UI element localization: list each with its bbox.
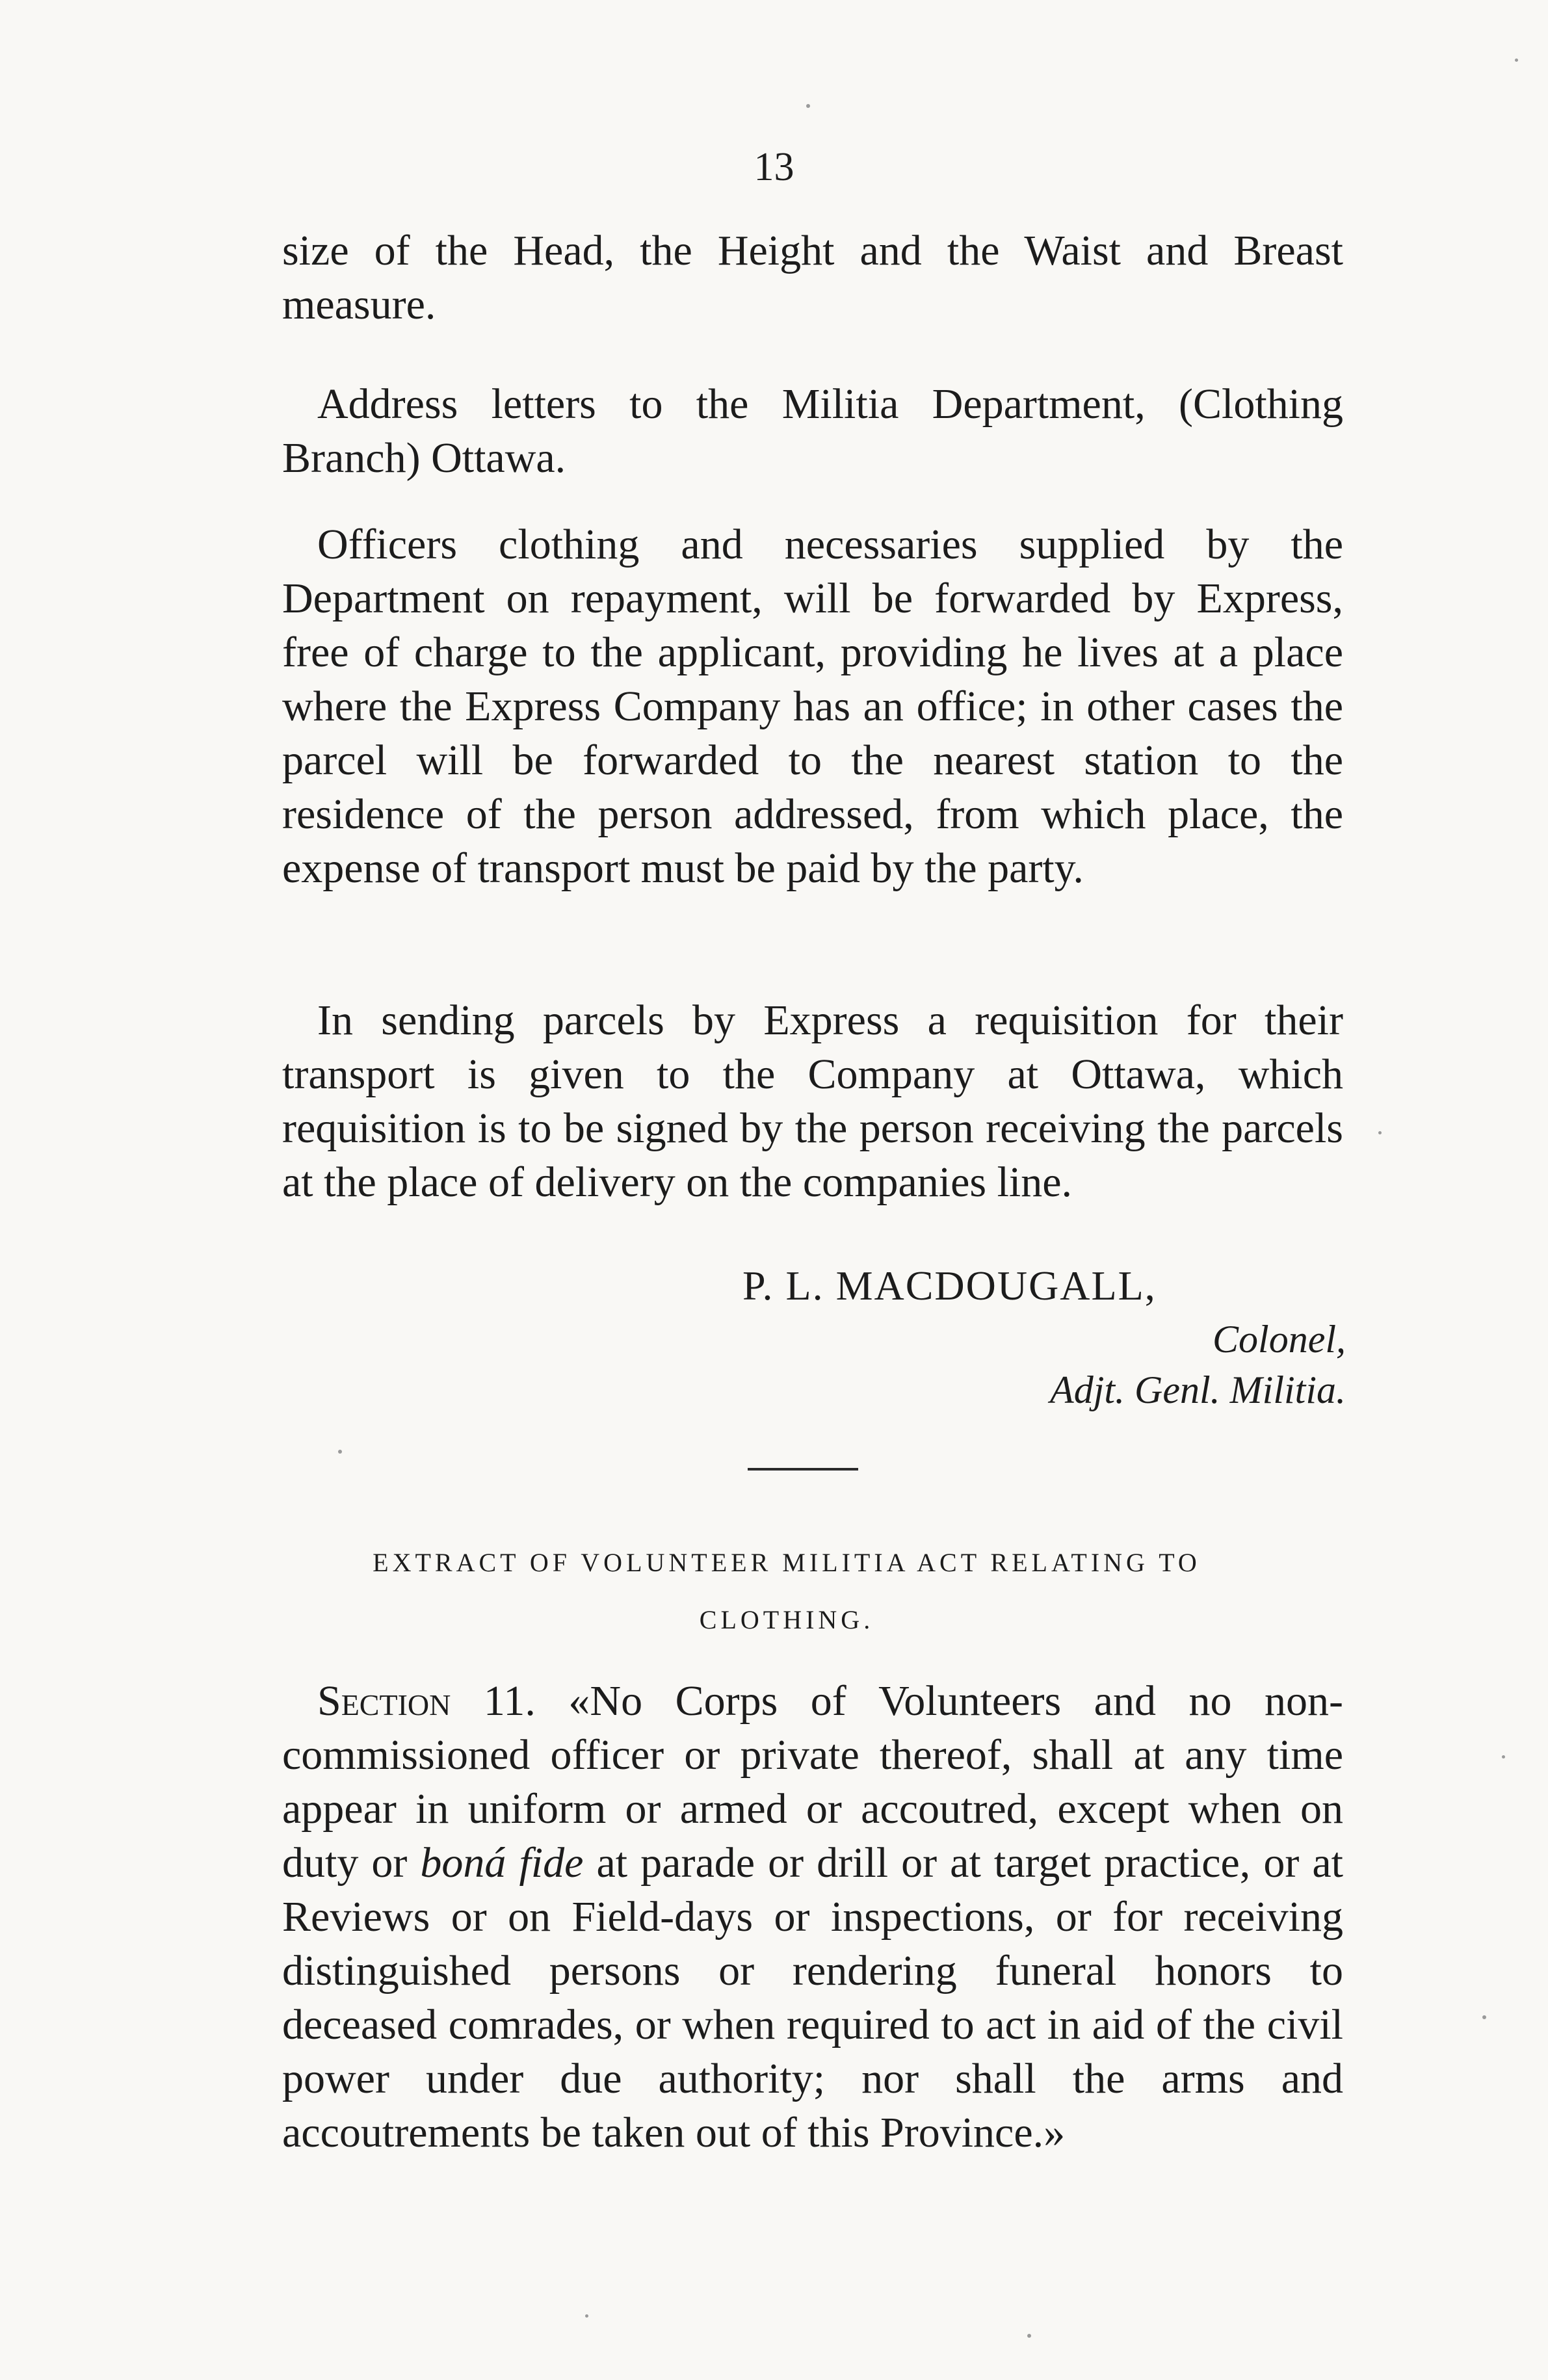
signature-name: P. L. MACDOUGALL, bbox=[742, 1262, 1157, 1309]
scan-speck bbox=[585, 2314, 588, 2318]
paragraph-text: In sending parcels by Express a requisition for their transport is given to the Company at Ottawa, which requisition is to be signed by the person receiving the parcels at the place of delivery on the companies line. bbox=[282, 997, 1343, 1206]
scan-speck bbox=[1378, 1131, 1382, 1134]
scan-speck bbox=[1515, 59, 1518, 62]
extract-heading: EXTRACT OF VOLUNTEER MILITIA ACT RELATING TO bbox=[373, 1548, 1201, 1577]
paragraph-section-11 bbox=[282, 1674, 1343, 2160]
section-divider bbox=[748, 1468, 858, 1471]
paragraph-text: Address letters to the Militia Department, (Clothing Branch) Ottawa. bbox=[282, 380, 1343, 482]
signature-rank: Colonel, bbox=[1213, 1318, 1346, 1361]
extract-heading-continued: CLOTHING. bbox=[699, 1605, 874, 1634]
paragraph-measurements bbox=[282, 224, 1343, 332]
signature-office: Adjt. Genl. Militia. bbox=[1050, 1368, 1346, 1411]
scan-speck bbox=[1502, 1755, 1505, 1759]
section-label: Section 11. bbox=[317, 1677, 536, 1725]
scan-speck bbox=[806, 104, 810, 108]
section-text-part2: at parade or drill or at target practice, or at Reviews or on Field-days or inspections, or for receiving distinguished persons or rendering funeral honors to deceased comrades, or when required to act in aid of the civil power under due authority; nor shall the arms and accoutrements be taken out of this Province.» bbox=[282, 1839, 1343, 2156]
scan-speck bbox=[338, 1450, 342, 1454]
scan-speck bbox=[1027, 2334, 1031, 2338]
section-text-part1: «No Corps of Volunteers and no non-commissioned officer or private thereof, shall at any time appear in uniform or armed or accoutred, except when on duty or bbox=[282, 1677, 1343, 1887]
paragraph-officers-clothing bbox=[282, 517, 1343, 895]
paragraph-text: Officers clothing and necessaries supplied by the Department on repayment, will be forwarded by Express, free of charge to the applicant, providing he lives at a place where the Express Company has an office; in other cases the parcel will be forwarded to the nearest station to the residence of the person addressed, from which place, the expense of transport must be paid by the party. bbox=[282, 521, 1343, 892]
paragraph-express-parcels bbox=[282, 993, 1343, 1209]
scan-speck bbox=[1482, 2015, 1486, 2019]
paragraph-text: size of the Head, the Height and the Waist and Breast measure. bbox=[282, 227, 1343, 328]
section-paragraph bbox=[282, 1674, 1343, 2160]
page-number: 13 bbox=[754, 145, 794, 189]
section-italic-phrase: boná fide bbox=[420, 1839, 584, 1887]
paragraph-address bbox=[282, 377, 1343, 485]
